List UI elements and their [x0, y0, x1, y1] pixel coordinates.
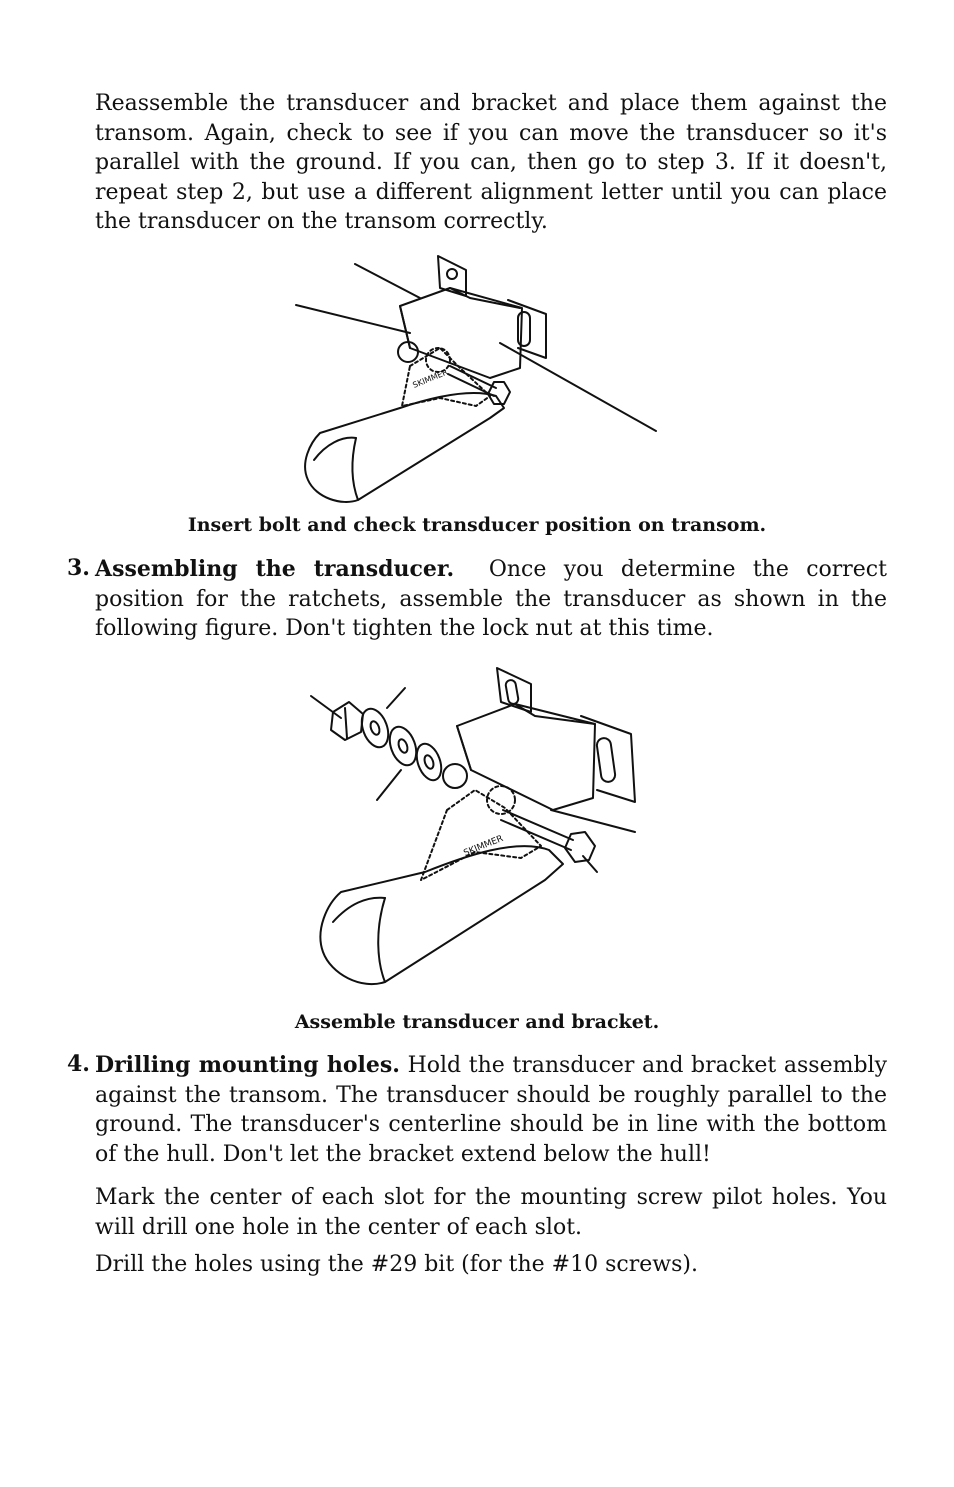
pointer-line-washer-bottom	[377, 770, 401, 800]
pointer-line-washer-top	[387, 688, 405, 708]
figure1-caption: Insert bolt and check transducer position on transom.	[187, 514, 767, 536]
step4-paragraph	[95, 1051, 887, 1169]
intro-paragraph	[95, 89, 887, 237]
step3-paragraph	[95, 555, 887, 644]
step3-heading: Assembling the transducer.	[95, 556, 455, 582]
washers	[357, 705, 446, 784]
step4-paragraph-3	[95, 1250, 887, 1280]
figure2-caption: Assemble transducer and bracket.	[294, 1011, 660, 1033]
step4-paragraph-2	[95, 1183, 887, 1242]
pointer-line-nut	[311, 696, 341, 718]
lock-nut	[331, 702, 363, 740]
pointer-line-right	[500, 343, 656, 431]
step3-text: Once you determine the correct position for the ratchets, assemble the transducer as shown in the following figure. Don't tighten the lock nut at this time.	[95, 557, 887, 642]
bolt	[448, 366, 510, 404]
step3-number: 3.	[67, 555, 90, 581]
transducer-label: SKIMMER	[411, 367, 450, 390]
intro-text: Reassemble the transducer and bracket and place them against the transom. Again, check to see if you can move the transducer so it's parallel with the ground. If you can, then go to step 3. If it doesn't, repeat step 2, but use a different alignment letter until you can place the transducer on the transom correctly.	[95, 91, 887, 235]
pointer-line-bolt	[551, 810, 635, 832]
step4-number: 4.	[67, 1051, 90, 1077]
figure-assemble-bracket	[305, 660, 650, 1005]
figure-insert-bolt	[290, 248, 670, 510]
step4-para2-text: Mark the center of each slot for the mounting screw pilot holes. You will drill one hole in the center of each slot.	[95, 1185, 887, 1240]
step4-heading: Drilling mounting holes.	[95, 1052, 400, 1078]
transducer-label: SKIMMER	[462, 833, 505, 859]
step4-text: Hold the transducer and bracket assembly against the transom. The transducer should be roughly parallel to the ground. The transducer's centerline should be in line with the bottom of the hull. Don't let the bracket extend below the hull!	[95, 1053, 888, 1167]
pointer-line-top	[355, 264, 420, 298]
pointer-line-left	[296, 305, 410, 333]
step4-para3-text: Drill the holes using the #29 bit (for the #10 screws).	[95, 1252, 698, 1277]
